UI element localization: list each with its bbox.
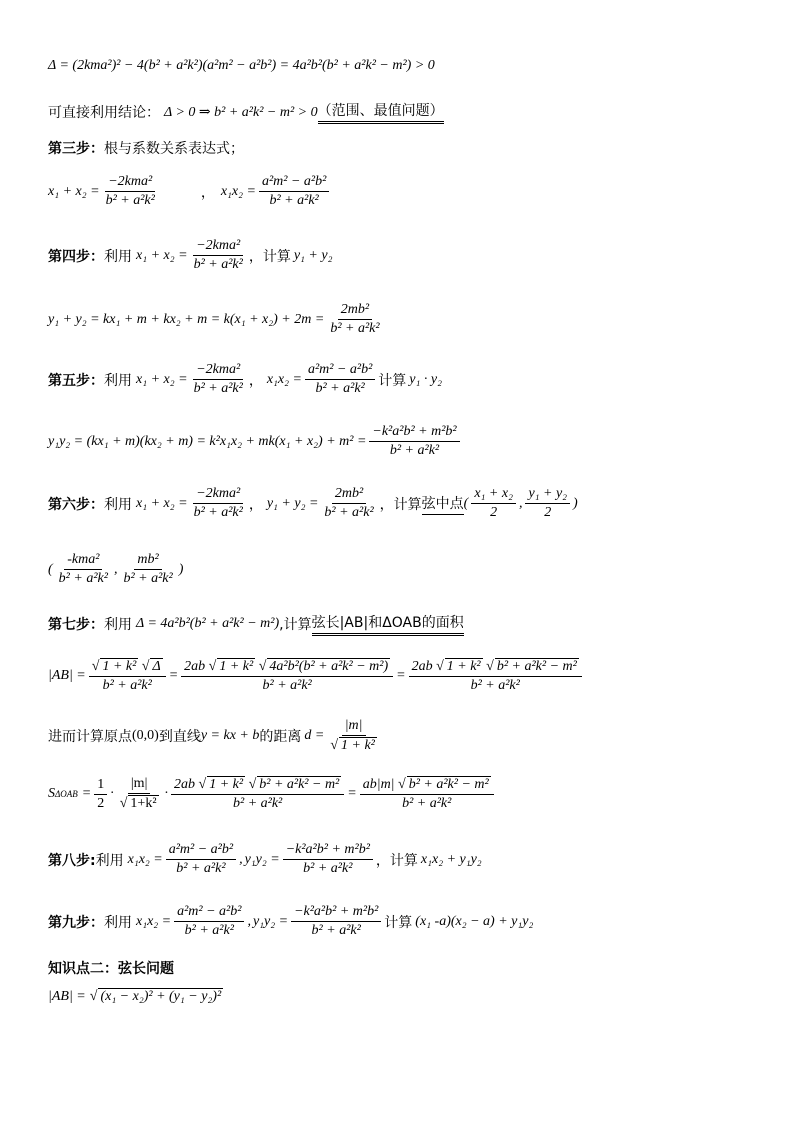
midpoint-y-num: mb²	[134, 552, 161, 570]
step6-sum-den: b² + a²k²	[193, 505, 243, 521]
step6-ysum-lhs: y₁ + y₂ =	[266, 495, 319, 511]
conclusion-line	[48, 100, 444, 124]
step6-ysum-num: 2mb²	[332, 486, 366, 504]
step9-use: 利用	[104, 914, 132, 931]
s-dot-2: ·	[164, 786, 169, 802]
step6-label: 第六步：	[48, 496, 104, 513]
step9-yprod-fraction	[291, 904, 381, 939]
step8-yprod-num: −k²a²b² + m²b²	[283, 842, 373, 860]
s-m-den: √ 1+k²	[119, 796, 157, 812]
ab-f3-root: 1 + k²	[446, 659, 481, 674]
step9-prod-fraction	[174, 904, 244, 939]
discriminant-expression: Δ = (2kma²)² − 4(b² + a²k²)(a²m² − a²b²) = 4a²b²(b² + a²k² − m²) > 0	[48, 58, 435, 73]
step8-use: 利用	[95, 852, 124, 869]
s-lhs: S	[48, 786, 55, 802]
step8-tail-math: x₁x₂ + y₁y₂	[420, 851, 482, 867]
dist-line-eq: y = kx + b	[200, 728, 260, 744]
step3-text: 根与系数关系表达式；	[104, 141, 244, 157]
dist-text2: 到直线	[158, 729, 201, 746]
step5-prod-fraction	[305, 362, 375, 397]
step6-midy-num: y₁ + y₂	[525, 486, 570, 504]
step9-yprod-num: −k²a²b² + m²b²	[291, 904, 381, 922]
ab-f3-pre: 2ab	[411, 659, 433, 674]
y-prod-num: −k²a²b² + m²b²	[369, 424, 459, 442]
step6-ysum-den: b² + a²k²	[324, 505, 374, 521]
step5-prod-num: a²m² − a²b²	[305, 362, 375, 380]
ab-fraction-3	[409, 658, 582, 694]
s-result-pre: ab|m|	[362, 777, 395, 792]
step9-prod-num: a²m² − a²b²	[174, 904, 244, 922]
step8-yprod-fraction	[283, 842, 373, 877]
dist-point: (0,0)	[132, 728, 159, 744]
step3-formulas	[48, 174, 332, 209]
dist-den-root: 1 + k²	[341, 738, 375, 754]
kp2-title: 知识点二：弦长问题	[48, 961, 174, 977]
step3-heading	[48, 138, 244, 158]
step3-prod-fraction	[259, 174, 329, 209]
y-prod-den: b² + a²k²	[389, 443, 440, 459]
s-half-den: 2	[97, 795, 105, 811]
dist-lhs: d =	[304, 728, 325, 744]
step5-sum-num: −2kma²	[193, 362, 243, 380]
step3-label: 第三步：	[48, 141, 104, 157]
s-m-fraction	[117, 776, 162, 812]
step5-comma: ，	[248, 372, 263, 389]
step7-tail2: 弦长|AB|和ΔOAB的面积	[312, 612, 464, 636]
step7-math: Δ = 4a²b²(b² + a²k² − m²)	[136, 616, 280, 631]
step9-line	[48, 904, 533, 939]
s-main-root: 1 + k²	[209, 777, 244, 792]
midpoint-open-paren: (	[48, 561, 53, 577]
s-subscript: ΔOAB	[55, 789, 78, 800]
step6-separator: ,	[518, 495, 523, 511]
dist-fraction	[327, 718, 380, 754]
step5-line	[48, 362, 442, 397]
y-sum-num: 2mb²	[338, 302, 372, 320]
kp2-heading	[48, 958, 174, 978]
step9-label: 第九步：	[48, 914, 104, 931]
kp2-root: (x₁ − x₂)² + (y₁ − y₂)²	[100, 989, 222, 1004]
step8-tail: ，计算	[375, 852, 418, 869]
step5-sum-fraction	[191, 362, 246, 397]
step9-tail: 计算	[384, 914, 413, 931]
step4-use: 利用	[104, 248, 132, 265]
step7-tail1: ,计算	[279, 617, 312, 633]
step8-yprod-lhs: y₁y₂ =	[244, 851, 280, 867]
s-result-num: ab|m| √ b² + a²k² − m²	[360, 776, 494, 795]
s-m-num: |m|	[128, 776, 151, 794]
y-sum-fraction	[327, 302, 382, 337]
s-dot-1: ·	[110, 786, 114, 802]
dist-num: |m|	[342, 718, 366, 736]
s-m-den-root: 1+k²	[130, 796, 157, 812]
s-result-fraction	[360, 776, 494, 812]
step8-prod-den: b² + a²k²	[176, 861, 226, 877]
y-prod-line	[48, 424, 463, 459]
step4-tail-math: y₁ + y₂	[293, 247, 333, 263]
step3-sum-lhs: x₁ + x₂ =	[48, 183, 100, 199]
ab-f3-den: b² + a²k²	[470, 678, 520, 694]
step3-prod-num: a²m² − a²b²	[259, 174, 329, 192]
ab-eq-2: =	[396, 668, 406, 684]
step9-tail-math: (x₁ -a)(x₂ − a) + y₁y₂	[415, 913, 534, 929]
step9-yprod-den: b² + a²k²	[311, 923, 361, 939]
step6-sum-num: −2kma²	[193, 486, 243, 504]
step8-prod-lhs: x₁x₂ =	[127, 851, 163, 867]
ab-f1-num: √ 1 + k² √ Δ	[89, 658, 166, 677]
dist-text1: 进而计算原点	[48, 729, 132, 746]
step7-use: 利用	[104, 617, 132, 633]
step6-midx-fraction	[471, 486, 516, 521]
ab-fraction-1	[89, 658, 166, 694]
ab-f3-num: 2ab √ 1 + k² √ b² + a²k² − m²	[409, 658, 582, 677]
step6-midpoint-term: 弦中点	[422, 493, 464, 515]
step4-sum-fraction	[191, 238, 246, 273]
ab-f1-root: 1 + k²	[102, 659, 137, 674]
step9-prod-lhs: x₁x₂ =	[136, 913, 172, 929]
step9-yprod-lhs: y₁y₂ =	[252, 913, 289, 929]
ab-f2-root2: 4a²b²(b² + a²k² − m²)	[269, 659, 389, 674]
midpoint-y-fraction	[120, 552, 175, 587]
step6-ysum-fraction	[321, 486, 376, 521]
step8-yprod-den: b² + a²k²	[303, 861, 353, 877]
step3-comma: ，	[200, 184, 215, 201]
dist-den: √ 1 + k²	[330, 738, 375, 754]
y-prod-fraction	[369, 424, 459, 459]
kp2-formula: |AB| = √ (x₁ − x₂)² + (y₁ − y₂)²	[48, 988, 222, 1004]
step5-sum-den: b² + a²k²	[193, 381, 243, 397]
step5-tail: 计算	[378, 372, 407, 389]
discriminant-line	[48, 58, 435, 74]
step6-comma: ，	[248, 496, 263, 513]
step5-label: 第五步：	[48, 372, 104, 389]
midpoint-x-num: -kma²	[64, 552, 102, 570]
step4-label: 第四步：	[48, 248, 104, 265]
step8-prod-num: a²m² − a²b²	[166, 842, 236, 860]
step6-midx-num: x₁ + x₂	[471, 486, 516, 504]
step4-line	[48, 238, 332, 273]
step5-sum-lhs: x₁ + x₂ =	[136, 371, 188, 387]
ab-f2-root: 1 + k²	[219, 659, 254, 674]
s-result-den: b² + a²k²	[402, 796, 452, 812]
step6-midy-fraction	[525, 486, 570, 521]
step3-sum-den: b² + a²k²	[105, 193, 155, 209]
step6-open-paren: (	[463, 495, 469, 511]
step3-sum-fraction	[103, 174, 158, 209]
step7-label: 第七步：	[48, 617, 104, 633]
dist-text3: 的距离	[259, 729, 302, 746]
s-main-fraction	[171, 776, 344, 812]
step3-sum-num: −2kma²	[105, 174, 155, 192]
ab-f2-pre: 2ab	[184, 659, 206, 674]
y-sum-expression: y₁ + y₂ = kx₁ + m + kx₂ + m = k(x₁ + x₂) + 2m =	[48, 311, 325, 327]
step8-sep: ,	[239, 851, 243, 867]
ab-f3-root2: b² + a²k² − m²	[496, 659, 577, 674]
ab-f1-root2: Δ	[152, 659, 161, 674]
s-main-den: b² + a²k²	[233, 796, 283, 812]
step6-line	[48, 486, 578, 521]
s-result-root: b² + a²k² − m²	[408, 777, 489, 792]
ab-f2-den: b² + a²k²	[262, 678, 312, 694]
step6-sum-lhs: x₁ + x₂ =	[136, 495, 188, 511]
step8-label: 第八步:	[48, 852, 96, 869]
kp2-lhs: |AB| =	[48, 988, 86, 1004]
step7-line	[48, 612, 464, 636]
chord-length-line	[48, 658, 585, 694]
y-sum-line	[48, 302, 386, 337]
step8-line	[48, 842, 482, 877]
y-prod-expression: y₁y₂ = (kx₁ + m)(kx₂ + m) = k²x₁x₂ + mk(x₁ + x₂) + m² =	[48, 433, 367, 449]
midpoint-y-den: b² + a²k²	[123, 571, 173, 587]
step4-tail: ，计算	[248, 248, 291, 265]
conclusion-prefix: 可直接利用结论：	[48, 105, 160, 121]
step9-sep: ,	[247, 913, 251, 929]
area-line	[48, 776, 497, 812]
s-main-root2: b² + a²k² − m²	[259, 777, 340, 792]
step5-prod-lhs: x₁x₂ =	[266, 371, 302, 387]
ab-fraction-2	[181, 658, 393, 694]
step6-close-paren: )	[573, 495, 578, 511]
midpoint-line	[48, 552, 183, 587]
step9-prod-den: b² + a²k²	[184, 923, 234, 939]
step4-sum-num: −2kma²	[193, 238, 243, 256]
step6-midx-den: 2	[490, 505, 498, 521]
s-eq: =	[81, 786, 92, 802]
midpoint-x-fraction	[56, 552, 111, 587]
step3-prod-den: b² + a²k²	[269, 193, 319, 209]
step6-use: 利用	[104, 496, 132, 513]
s-half-num: 1	[94, 777, 107, 795]
step6-tail: ，计算	[379, 496, 422, 513]
midpoint-separator: ,	[113, 561, 118, 577]
s-main-num: 2ab √ 1 + k² √ b² + a²k² − m²	[171, 776, 344, 795]
ab-f2-num: 2ab √ 1 + k² √ 4a²b²(b² + a²k² − m²)	[181, 658, 393, 677]
ab-eq-1: =	[168, 668, 179, 684]
ab-lhs: |AB| =	[48, 668, 86, 684]
s-main-pre: 2ab	[174, 777, 196, 792]
step6-midy-den: 2	[544, 505, 552, 521]
y-sum-den: b² + a²k²	[330, 321, 380, 337]
step5-tail-math: y₁ · y₂	[409, 371, 442, 387]
step8-prod-fraction	[166, 842, 236, 877]
s-half-fraction	[94, 777, 107, 812]
step5-use: 利用	[104, 372, 132, 389]
ab-f1-den: b² + a²k²	[102, 678, 152, 694]
conclusion-note: （范围、最值问题）	[318, 100, 444, 124]
step5-prod-den: b² + a²k²	[315, 381, 365, 397]
s-eq-2: =	[347, 786, 357, 802]
step4-sum-lhs: x₁ + x₂ =	[136, 247, 188, 263]
step3-prod-lhs: x₁x₂ =	[220, 183, 256, 199]
midpoint-close-paren: )	[178, 561, 184, 577]
conclusion-math: Δ > 0 ⇒ b² + a²k² − m² > 0	[164, 104, 318, 120]
distance-line	[48, 718, 383, 754]
midpoint-x-den: b² + a²k²	[58, 571, 108, 587]
step6-sum-fraction	[191, 486, 246, 521]
step4-sum-den: b² + a²k²	[193, 257, 243, 273]
